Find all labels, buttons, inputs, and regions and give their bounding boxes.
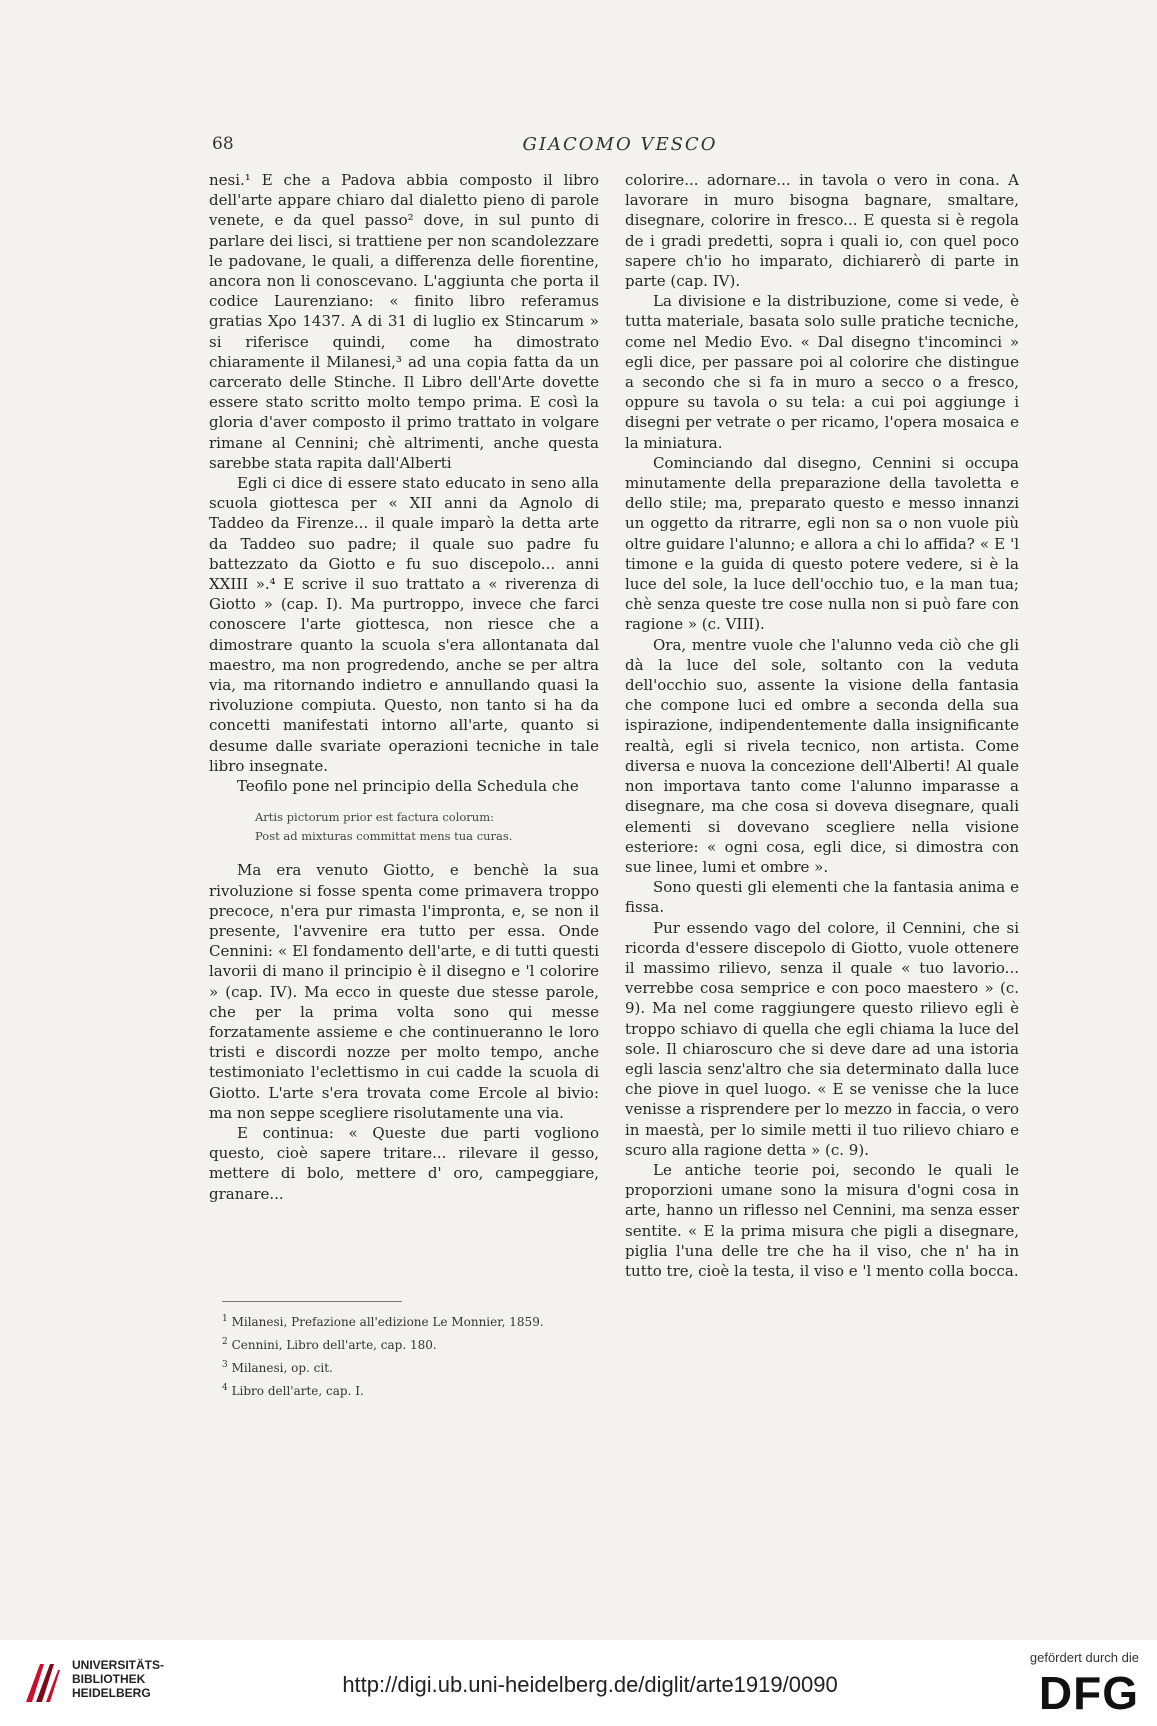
right-paragraph-5: Sono questi gli elementi che la fantasia anima e fissa.: [625, 878, 1019, 917]
left-paragraph-1: nesi.¹ E che a Padova abbia composto il libro dell'arte appare chiaro dal dialetto pieno di parole venete, e da quel passo² dove, in sul punto di parlare dei lisci, si trattiene per non scandolezzare le padovane, le quali, a differenza delle fiorentine, ancora non li conoscevano. L'aggiunta che porta il codice Laurenziano: « finito libro referamus gratias Xρo 1437. A di 31 di luglio ex Stincarum » si riferisce quindi, come ha dimostrato chiaramente il Milanesi,³ ad una copia fatta da un carcerato delle Stinche. Il Libro dell'Arte dovette essere stato scritto molto tempo prima. E così la gloria d'aver composto il primo trattato in volgare rimane al Cennini; chè altrimenti, anche questa sarebbe stata rapita dall'Alberti: [209, 171, 599, 472]
dfg-logo: DFG: [1038, 1667, 1139, 1719]
right-column: [625, 170, 1019, 1281]
right-paragraph-1: colorire... adornare... in tavola o vero in cona. A lavorare in muro bisogna bagnare, smaltare, disegnare, colorire in fresco... E questa si è regola de i gradi predetti, sopra i quali io, con quel poco sapere ch'io ho imparato, dichiarerò di parte in parte (cap. IV).: [625, 171, 1019, 291]
left-paragraph-5: E continua: « Queste due parti vogliono questo, cioè sapere tritare... rilevare il gesso, mettere di bolo, mettere d' oro, campeggiare, granare...: [209, 1123, 599, 1203]
left-paragraph-3: Teofilo pone nel principio della Schedula che: [237, 777, 579, 796]
library-name: UNIVERSITÄTS- BIBLIOTHEK HEIDELBERG: [72, 1658, 165, 1700]
footnote-3: $^3$ Milanesi, op. cit.: [222, 1360, 333, 1375]
right-paragraph-7: Le antiche teorie poi, secondo le quali le proporzioni umane sono la misura d'ogni cosa in arte, hanno un riflesso nel Cennini, ma senza esser sentite. « E la prima misura che pigli a disegnare, piglia l'una delle tre che ha il viso, che n' ha in tutto tre, cioè la testa, il viso e 'l mento colla bocca.: [625, 1160, 1019, 1280]
verse-line-2: Post ad mixturas committat mens tua curas.: [255, 829, 513, 844]
latin-verse: [255, 808, 599, 846]
university-library-logo-icon: [20, 1658, 64, 1708]
footnote-divider: [222, 1301, 402, 1302]
footnotes: [222, 1309, 612, 1401]
footer-bar: [0, 1640, 1157, 1726]
running-head: GIACOMO VESCO: [522, 134, 718, 155]
page-number: 68: [212, 134, 234, 154]
verse-line-1: Artis pictorum prior est factura colorum:: [255, 810, 494, 825]
left-paragraph-4: Ma era venuto Giotto, e benchè la sua rivoluzione si fosse spenta come primavera troppo precoce, n'era pur rimasta l'impronta, e, se non il presente, l'avvenire era tutto per essa. Onde Cennini: « El fondamento dell'arte, e di tutti questi lavorii di mano il principio è il disegno e 'l colorire » (cap. IV). Ma ecco in queste due stesse parole, che per la prima volta sono qui messe forzatamente assieme e che continueranno le loro tristi e discordi nozze per molto tempo, anche testimoniato l'eclettismo in cui cadde la scuola di Giotto. L'arte s'era trovata come Ercole al bivio: ma non seppe scegliere risolutamente una via.: [209, 861, 599, 1122]
right-paragraph-3: Cominciando dal disegno, Cennini si occupa minutamente della preparazione della tavoletta e dello stile; ma, preparato questo e messo innanzi un oggetto da ritrarre, egli non sa o non vuole più oltre guidare l'alunno; e allora a chi lo affida? « E 'l timone e la guida di questo potere vedere, si è la luce del sole, la luce dell'occhio tuo, e la man tua; chè senza queste tre cose nulla non si può fare con ragione » (c. VIII).: [625, 453, 1019, 634]
right-paragraph-6: Pur essendo vago del colore, il Cennini, che si ricorda d'essere discepolo di Giotto, vuole ottenere il massimo rilievo, senza il quale « tuo lavorio... verrebbe cosa semprice e con poco maestero » (c. 9). Ma nel come raggiungere questo rilievo egli è troppo schiavo di quella che egli chiama la luce del sole. Il chiaroscuro che si deve dare ad una istoria egli lascia senz'altro che sia determinato dalla luce che piove in quel luogo. « E se venisse che la luce venisse a risprendere per lo mezzo in faccia, o vero in maestà, per lo simile metti il tuo rilievo chiaro e scuro alla ragione detta » (c. 9).: [625, 918, 1019, 1159]
right-paragraph-4: Ora, mentre vuole che l'alunno veda ciò che gli dà la luce del sole, soltanto con la veduta dell'occhio suo, assente la visione della fantasia che compone luci ed ombre a seconda della sua ispirazione, indipendentemente dalla insignificante realtà, egli si rivela tecnico, non artista. Come diversa e nuova la concezione dell'Alberti! Al quale non importava tanto come l'alunno imparasse a disegnare, ma che cosa si doveva disegnare, quali elementi si dovevano scegliere nella visione esteriore: « ogni cosa, egli dice, si dimostra con sue linee, lumi et ombre ».: [625, 635, 1019, 876]
right-paragraph-2: La divisione e la distribuzione, come si vede, è tutta materiale, basata solo sulle pratiche tecniche, come nel Medio Evo. « Dal disegno t'incominci » egli dice, per passare poi al colorire che distingue a secondo che si fa in muro a secco o a fresco, oppure su tavola o su tela: a cui poi aggiunge i disegni per vetrate o per ricamo, l'opera mosaica e la miniatura.: [625, 292, 1019, 452]
left-paragraph-2: Egli ci dice di essere stato educato in seno alla scuola giottesca per « XII anni da Agnolo di Taddeo da Firenze... il quale imparò la detta arte da Taddeo suo padre; il quale suo padre fu battezzato da Giotto e fu suo discepolo... anni XXIII ».⁴ E scrive il suo trattato a « riverenza di Giotto » (cap. I). Ma purtroppo, invece che farci conoscere l'arte giottesca, non riesce che a dimostrare quanto la scuola s'era allontanata dal maestro, ma non progredendo, anche se per altra via, ma ritornando indietro e annullando quasi la rivoluzione compiuta. Questo, non tanto si ha da concetti manifestati intorno all'arte, quanto si desume dalle svariate operazioni tecniche in tale libro insegnate.: [209, 474, 599, 775]
footnote-4: $^4$ Libro dell'arte, cap. I.: [222, 1383, 364, 1398]
footnote-2: $^2$ Cennini, Libro dell'arte, cap. 180.: [222, 1337, 437, 1352]
permalink-url[interactable]: http://digi.ub.uni-heidelberg.de/diglit/arte1919/0090: [342, 1672, 838, 1697]
funded-by-text: gefördert durch die: [1029, 1650, 1139, 1665]
footnote-1: $^1$ Milanesi, Prefazione all'edizione Le Monnier, 1859.: [222, 1314, 544, 1329]
left-column: [209, 170, 599, 1204]
